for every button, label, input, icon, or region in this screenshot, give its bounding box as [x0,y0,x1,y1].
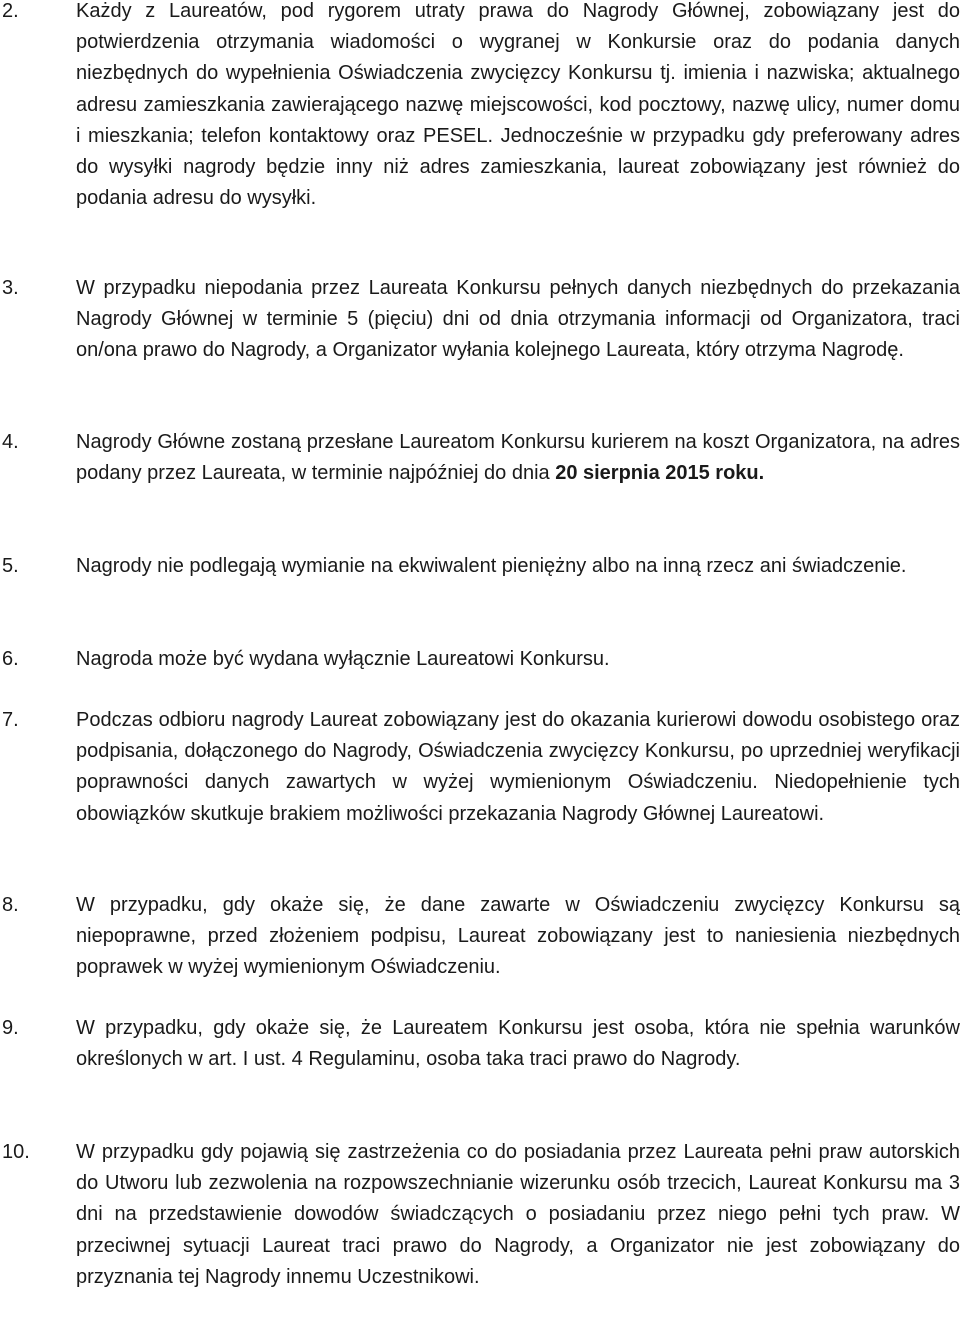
list-item-2 [0,0,960,214]
item-text: W przypadku, gdy okaże się, że Laureatem Konkursu jest osoba, która nie spełnia warunków określonych w art. I ust. 4 Regulaminu, osoba taka traci prawo do Nagrody. [76,1017,960,1071]
list-item-4 [0,427,960,489]
item-number: 5. [2,555,19,577]
item-number: 8. [2,894,19,916]
item-number: 10. [2,1141,30,1163]
list-item-8 [0,890,960,984]
item-text: Każdy z Laureatów, pod rygorem utraty prawa do Nagrody Głównej, zobowiązany jest do potwierdzenia otrzymania wiadomości o wygranej w Konkursie oraz do podania danych niezbędnych do wypełnienia Oświadczenia zwycięzcy Konkursu tj. imienia i nazwiska; aktualnego adresu zamieszkania zawierającego nazwę miejscowości, kod pocztowy, nazwę ulicy, numer domu i mieszkania; telefon kontaktowy oraz PESEL. Jednocześnie w przypadku gdy preferowany adres do wysyłki nagrody będzie inny niż adres zamieszkania, laureat zobowiązany jest również do podania adresu do wysyłki. [76,0,960,210]
item-number: 9. [2,1017,19,1039]
list-item-3 [0,273,960,367]
item-number: 7. [2,709,19,731]
item-text: W przypadku niepodania przez Laureata Konkursu pełnych danych niezbędnych do przekazania Nagrody Głównej w terminie 5 (pięciu) dni od dnia otrzymania informacji od Organizatora, traci on/ona prawo do Nagrody, a Organizator wyłania kolejnego Laureata, który otrzyma Nagrodę. [76,277,960,362]
list-item-5 [0,551,960,582]
item-text: W przypadku gdy pojawią się zastrzeżenia co do posiadania przez Laureata pełni praw autorskich do Utworu lub zezwolenia na rozpowszechnianie wizerunku osób trzecich, Laureat Konkursu ma 3 dni na przedstawienie dowodów świadczących o posiadaniu przez niego pełni tych praw. W przeciwnej sytuacji Laureat traci prawo do Nagrody, a Organizator nie jest zobowiązany do przyznania tej Nagrody innemu Uczestnikowi. [76,1141,960,1288]
item-text: Nagrody nie podlegają wymianie na ekwiwalent pieniężny albo na inną rzecz ani świadczenie. [76,555,907,577]
item-number: 4. [2,431,19,453]
item-text: Nagroda może być wydana wyłącznie Laureatowi Konkursu. [76,648,610,670]
list-item-10 [0,1137,960,1293]
item-text-bold-date: 20 sierpnia 2015 roku. [555,462,765,485]
item-number: 6. [2,648,19,670]
list-item-6 [0,644,960,675]
item-number: 2. [2,0,19,22]
item-text: Podczas odbioru nagrody Laureat zobowiązany jest do okazania kurierowi dowodu osobistego oraz podpisania, dołączonego do Nagrody, Oświadczenia zwycięzcy Konkursu, po uprzedniej weryfikacji poprawności danych zawartych w wyżej wymienionym Oświadczeniu. Niedopełnienie tych obowiązków skutkuje brakiem możliwości przekazania Nagrody Głównej Laureatowi. [76,709,960,825]
item-text [76,427,960,489]
item-text: W przypadku, gdy okaże się, że dane zawarte w Oświadczeniu zwycięzcy Konkursu są niepoprawne, przed złożeniem podpisu, Laureat zobowiązany jest to naniesienia niezbędnych poprawek w wyżej wymienionym Oświadczeniu. [76,894,960,979]
item-number: 3. [2,277,19,299]
item-text-regular: Nagrody Główne zostaną przesłane Laureatom Konkursu kurierem na koszt Organizatora, na adres podany przez Laureata, w terminie najpóźniej do dnia [76,431,960,485]
list-item-9 [0,1013,960,1075]
list-item-7 [0,705,960,830]
